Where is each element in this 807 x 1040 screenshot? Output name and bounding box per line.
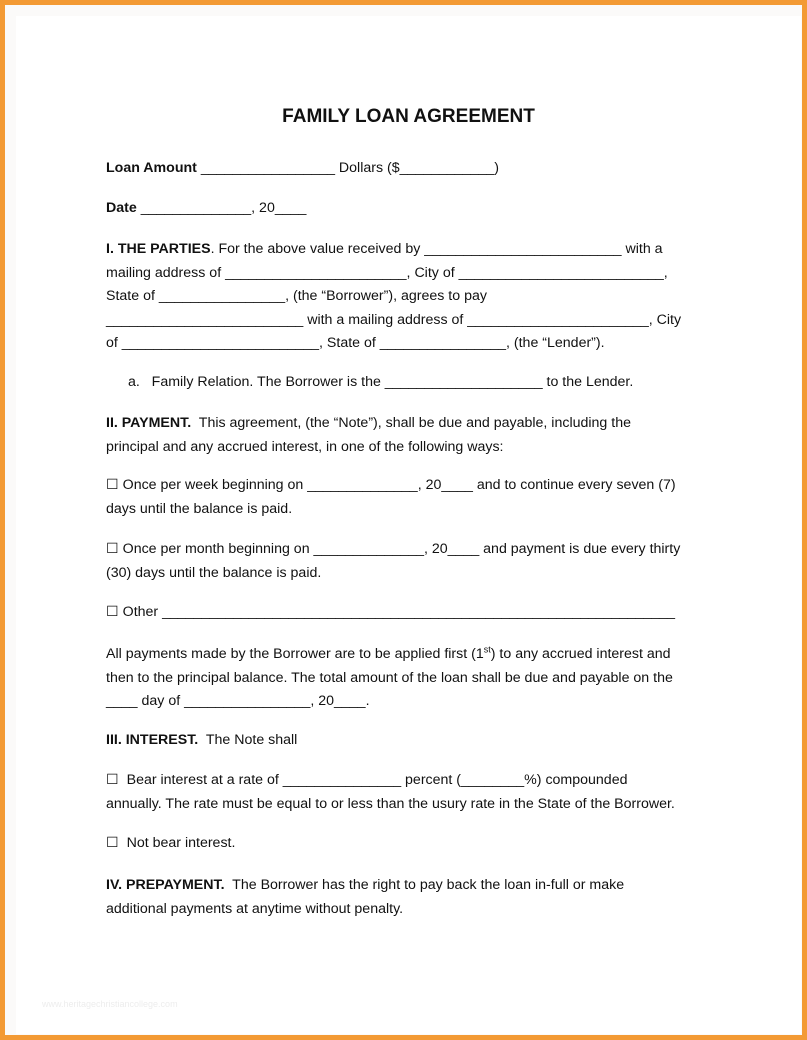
watermark: www.heritagechristiancollege.com: [42, 999, 178, 1009]
family-relation-line: a. Family Relation. The Borrower is the ____________________ to the Lender.: [128, 374, 634, 390]
parties-line-4: _________________________ with a mailing address of _______________________, City: [106, 311, 682, 328]
loan-amount-blanks: _________________ Dollars ($____________): [196, 160, 500, 176]
interest-option-not: ☐ Not bear interest.: [106, 835, 236, 851]
parties-heading: I. THE PARTIES: [106, 241, 211, 257]
document-page: [16, 16, 801, 1034]
payment-option-monthly: ☐ Once per month beginning on ______________, 20____ and payment is due every thirty (30) days until the balance is paid.: [106, 541, 681, 581]
loan-amount-label: Loan Amount: [106, 160, 197, 176]
date-line: [106, 197, 306, 221]
prepayment-section: [106, 874, 624, 921]
application-line-3: ____ day of ________________, 20____.: [106, 693, 370, 709]
payment-option-other: ☐ Other _________________________________________________________________: [106, 604, 675, 620]
interest-heading: III. INTEREST.: [106, 732, 199, 748]
application-line-2: then to the principal balance. The total amount of the loan shall be due and payable on the: [106, 669, 673, 686]
interest-line: III. INTEREST. The Note shall: [106, 732, 298, 748]
loan-amount-line: [106, 157, 499, 181]
parties-line-2: mailing address of _______________________, City of __________________________,: [106, 264, 668, 281]
interest-option-bear: ☐ Bear interest at a rate of _______________ percent (________%) compounded annually. The rate must be equal to or less than the usury rate in the State of the Borrower.: [106, 772, 675, 812]
prepayment-heading: IV. PREPAYMENT.: [106, 877, 225, 893]
parties-section: [106, 238, 681, 356]
prepayment-line-2: additional payments at anytime without penalty.: [106, 900, 404, 917]
payment-section: [106, 412, 631, 459]
date-blanks: ______________, 20____: [136, 200, 307, 216]
application-line-1: All payments made by the Borrower are to be applied first (1st) to any accrued interest and: [106, 644, 671, 662]
ordinal-superscript: st: [483, 644, 491, 655]
document-title: FAMILY LOAN AGREEMENT: [282, 106, 535, 127]
payment-heading: II. PAYMENT.: [106, 415, 192, 431]
parties-line-1: I. THE PARTIES. For the above value received by _________________________ with a: [106, 241, 663, 257]
parties-line-5: of _________________________, State of ________________, (the “Lender”).: [106, 335, 605, 351]
payment-option-weekly: ☐ Once per week beginning on ______________, 20____ and to continue every seven (7) days until the balance is paid.: [106, 477, 676, 517]
parties-line-3: State of ________________, (the “Borrower”), agrees to pay: [106, 288, 487, 304]
date-label: Date: [106, 200, 137, 216]
payment-line-1: II. PAYMENT. This agreement, (the “Note”), shall be due and payable, including the: [106, 415, 631, 431]
prepayment-line-1: IV. PREPAYMENT. The Borrower has the right to pay back the loan in-full or make: [106, 877, 625, 893]
payment-line-2: principal and any accrued interest, in one of the following ways:: [106, 438, 504, 455]
payment-application: [106, 643, 673, 714]
